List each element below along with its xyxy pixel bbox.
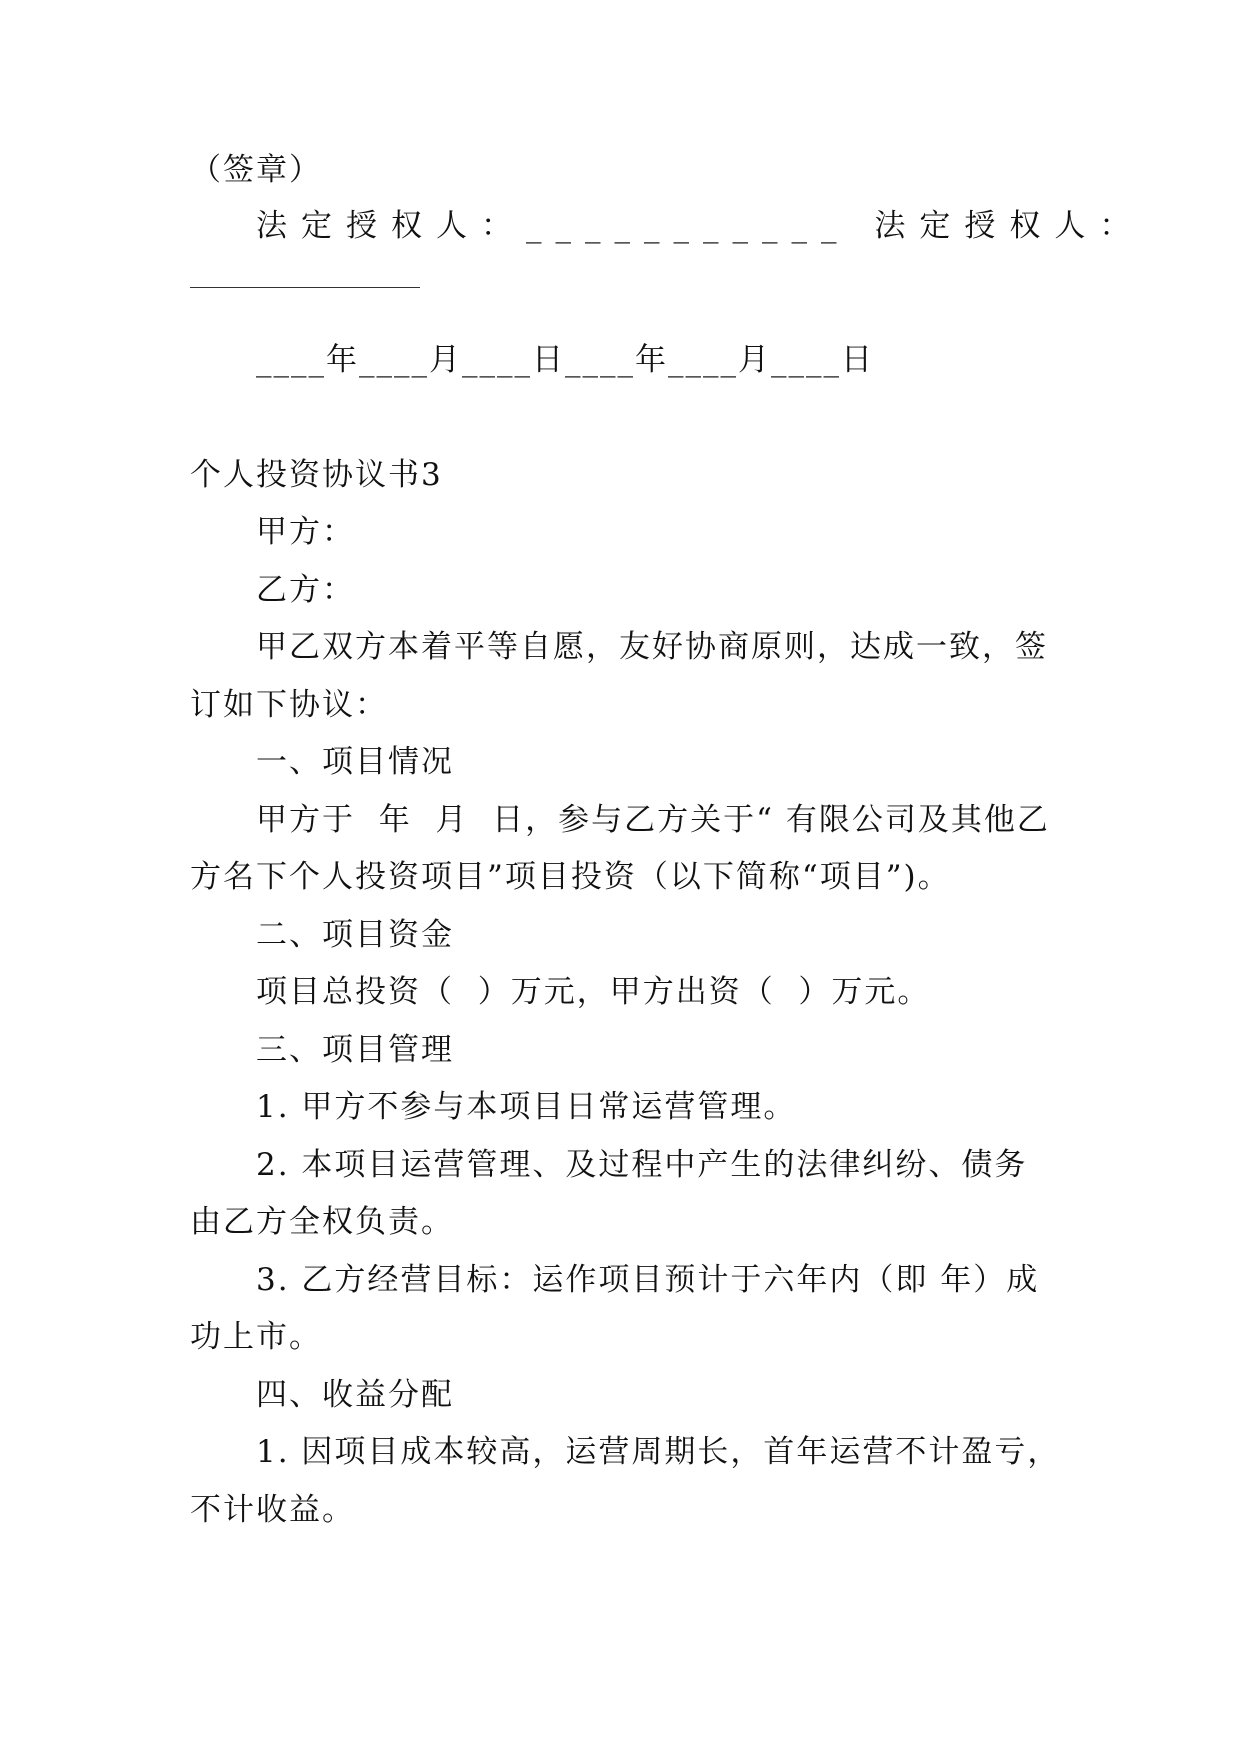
intro-line-2: 订如下协议：: [190, 687, 388, 723]
party-b-label: 乙方：: [256, 572, 355, 608]
agreement-title: 个人投资协议书3: [190, 457, 443, 493]
section-1-heading: 一、项目情况: [256, 744, 454, 780]
section-3-item-1: 1. 甲方不参与本项目日常运营管理。: [256, 1089, 797, 1125]
section-3-item-3-line-1: 3. 乙方经营目标：运作项目预计于六年内（即 年）成: [256, 1262, 1040, 1298]
section-3-item-2-line-1: 2. 本项目运营管理、及过程中产生的法律纠纷、债务: [256, 1147, 1028, 1183]
section-2-line-1: 项目总投资（ ）万元，甲方出资（ ）万元。: [256, 974, 931, 1010]
section-1-line-2: 方名下个人投资项目”项目投资（以下简称“项目”)。: [190, 859, 951, 895]
section-2-heading: 二、项目资金: [256, 917, 454, 953]
seal-label: （签章）: [190, 152, 322, 188]
section-3-item-2-line-2: 由乙方全权负责。: [190, 1204, 454, 1240]
party-a-label: 甲方：: [256, 514, 355, 550]
authorized-person-row: 法定授权人：___________ 法定授权人：: [256, 208, 1145, 244]
intro-line-1: 甲乙双方本着平等自愿，友好协商原则，达成一致，签: [256, 629, 1048, 665]
section-4-item-1-line-2: 不计收益。: [190, 1492, 355, 1528]
section-1-line-1: 甲方于 年 月 日，参与乙方关于“ 有限公司及其他乙: [256, 802, 1050, 838]
section-3-heading: 三、项目管理: [256, 1032, 454, 1068]
section-3-item-3-line-2: 功上市。: [190, 1319, 322, 1355]
section-4-heading: 四、收益分配: [256, 1377, 454, 1413]
authorized-person-blank-line: [190, 287, 420, 288]
date-row: ____年____月____日____年____月____日: [256, 342, 874, 378]
section-4-item-1-line-1: 1. 因项目成本较高，运营周期长，首年运营不计盈亏，: [256, 1434, 1061, 1470]
